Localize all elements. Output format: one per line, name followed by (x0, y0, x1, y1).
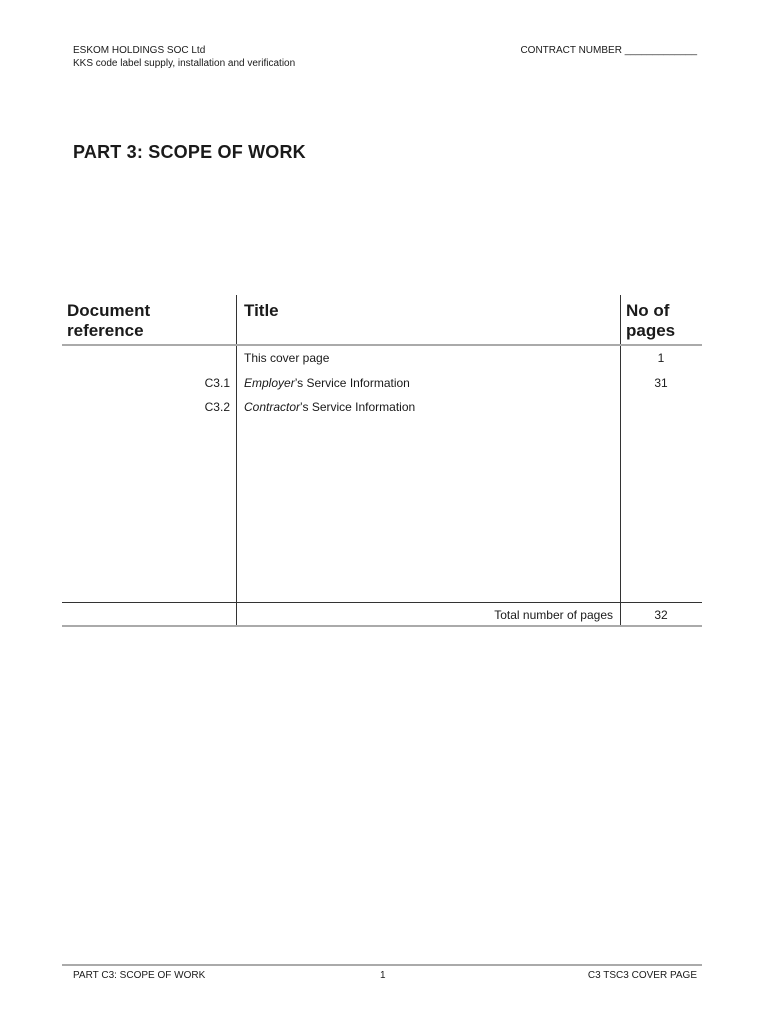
page-title: PART 3: SCOPE OF WORK (73, 142, 306, 162)
body-bottom-rule (62, 602, 702, 603)
total-pages-label: Total number of pages (494, 608, 613, 622)
table-bottom-rule (62, 625, 702, 627)
footer-rule (62, 964, 702, 966)
header-document-reference-line2: reference (67, 321, 144, 340)
row-title-text: This cover page (244, 351, 330, 365)
header-document-reference (67, 301, 150, 341)
row-title (244, 376, 410, 390)
page-header-left (73, 44, 295, 70)
row-ref: C3.2 (204, 400, 230, 414)
row-title (244, 400, 415, 414)
header-document-reference-line1: Document (67, 301, 151, 320)
row-title-text: ’s Service Information (300, 400, 416, 414)
header-no-of-pages-line2: pages (626, 321, 676, 340)
row-title-italic: Employer (244, 376, 295, 390)
header-rule (62, 344, 702, 346)
row-ref: C3.1 (204, 376, 230, 390)
row-title-italic: Contractor (244, 400, 301, 414)
header-title: Title (244, 301, 279, 320)
contract-number: CONTRACT NUMBER _____________ (520, 45, 697, 56)
footer-left: PART C3: SCOPE OF WORK (73, 970, 206, 981)
header-no-of-pages-line1: No of (626, 301, 670, 320)
header-no-of-pages (626, 301, 675, 341)
row-pages: 1 (657, 351, 665, 365)
project-name: KKS code label supply, installation and verification (73, 58, 296, 69)
footer-page-number: 1 (380, 970, 386, 981)
total-pages-value: 32 (654, 608, 668, 622)
company-name: ESKOM HOLDINGS SOC Ltd (73, 45, 206, 56)
row-pages: 31 (654, 376, 668, 390)
footer-right: C3 TSC3 COVER PAGE (587, 970, 697, 981)
row-title-text: ’s Service Information (294, 376, 410, 390)
row-title (244, 351, 329, 365)
